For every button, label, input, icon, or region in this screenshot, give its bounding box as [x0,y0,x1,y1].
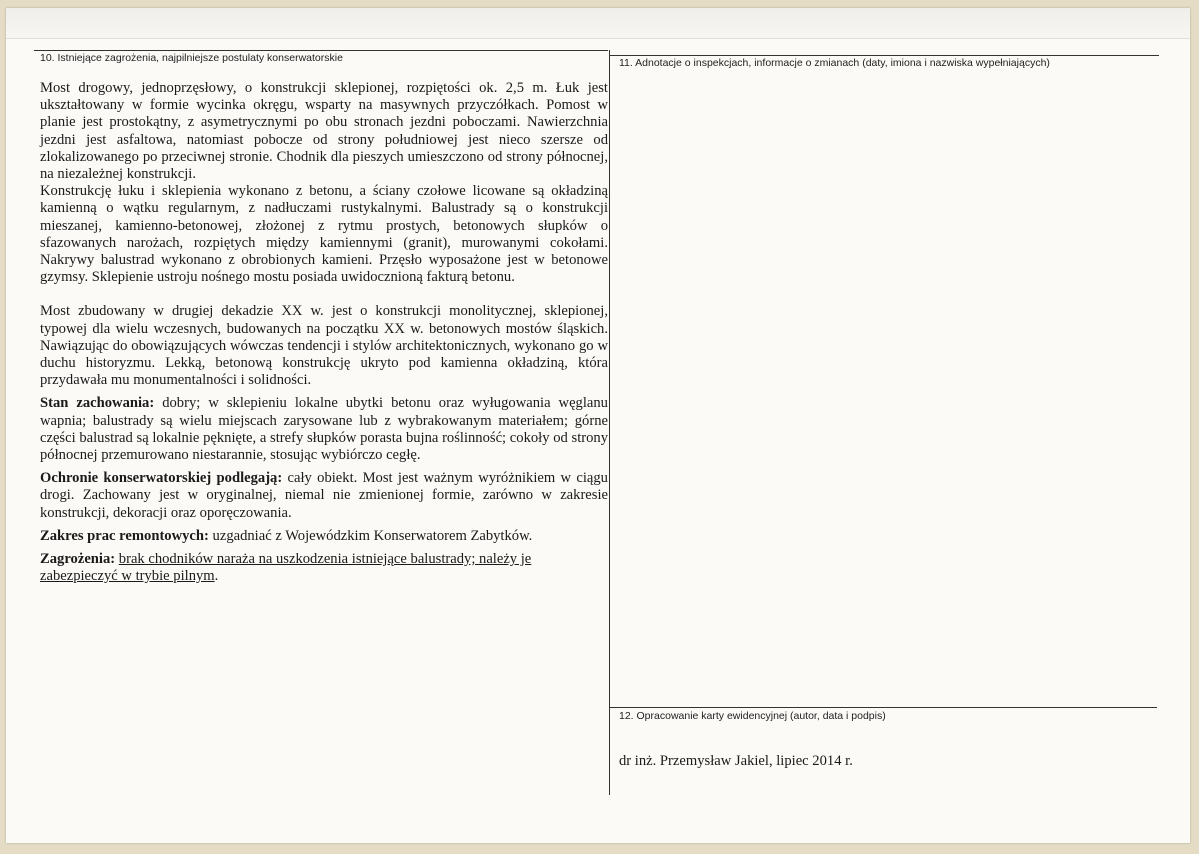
section-11-header: 11. Adnotacje o inspekcjach, informacje o zmianach (daty, imiona i nazwiska wypełniających) [619,57,1050,69]
paragraph-construction: Konstrukcję łuku i sklepienia wykonano z betonu, a ściany czołowe licowane są okładziną kamienną o wątku regularnym, z nadłuczami rustykalnymi. Balustrady są o konstrukcji mieszanej, kamienno-betonowej, złożonej z rytmu prostych, betonowych słupków o sfazowanych narożach, rozpiętych między kamiennymi (granit), murowanymi cokołami. Nakrywy balustrad wykonano z obrobionych kamieni. Przęsło wyposażone jest w betonowe gzymsy. Sklepienie ustroju nośnego mostu posiada uwidocznioną fakturą betonu. [40,183,608,286]
document-page [6,8,1190,843]
paragraph-history: Most zbudowany w drugiej dekadzie XX w. jest o konstrukcji monolitycznej, sklepionej, typowej dla wielu wczesnych, budowanych na początku XX w. betonowych mostów śląskich. Nawiązując do obowiązujących wówczas tendencji i stylów architektonicznych, wykonano go w duchu historyzmu. Lekką, betonową konstrukcję ukryto pod kamienna okładziną, która przydawała mu monumentalności i solidności. [40,303,608,389]
threats-label: Zagrożenia: [40,551,116,568]
section-11-top-rule [609,55,1159,56]
condition-text: dobry; w sklepieniu lokalne ubytki betonu oraz wyługowania węglanu wapnia; balustrady są wielu miejscach zarysowane lub z wybrakowanym materiałem; górne części balustrad są lokalnie pęknięte, a strefy słupków porasta bujna roślinność; cokoły od strony północnej przemurowano niestarannie, stosując wybiórczo cegłę. [40,395,608,464]
paragraph-threats [40,551,570,585]
section-12-top-rule [609,707,1157,708]
section-10-header: 10. Istniejące zagrożenia, najpilniejsze postulaty konserwatorskie [40,52,343,64]
paragraph-condition [40,395,608,464]
column-divider [609,50,610,795]
protection-text: cały obiekt. Most jest ważnym wyróżnikiem w ciągu drogi. Zachowany jest w oryginalnej, niemal nie zmienionej formie, zarówno w zakresie konstrukcji, dekoracji oraz oporęczowania. [40,470,608,521]
section-10-body [40,80,608,585]
author-signature-line: dr inż. Przemysław Jakiel, lipiec 2014 r. [619,753,853,769]
section-12-header: 12. Opracowanie karty ewidencyjnej (autor, data i podpis) [619,710,886,722]
protection-label: Ochronie konserwatorskiej podlegają: [40,470,283,487]
page-top-edge [6,8,1190,39]
condition-label: Stan zachowania: [40,395,155,412]
threats-end: . [214,568,219,585]
paragraph-description: Most drogowy, jednoprzęsłowy, o konstrukcji sklepionej, rozpiętości ok. 2,5 m. Łuk jest ukształtowany w formie wycinka okręgu, wsparty na masywnych przyczółkach. Pomost w planie jest prostokątny, z asymetrycznymi po obu stronach jezdni poboczami. Nawierzchnia jezdni jest asfaltowa, natomiast pobocze od strony południowej jest nieco szersze od zlokalizowanego po przeciwnej stronie. Chodnik dla pieszych umieszczono od strony północnej, na niezależnej konstrukcji. [40,80,608,183]
threats-text: brak chodników naraża na uszkodzenia istniejące balustrady; należy je zabezpieczyć w trybie pilnym [40,551,532,585]
paragraph-protection [40,470,608,522]
section-10-top-rule [34,50,608,51]
paragraph-repair-scope [40,528,608,545]
repair-scope-text: uzgadniać z Wojewódzkim Konserwatorem Zabytków. [208,527,533,544]
repair-scope-label: Zakres prac remontowych: [40,527,209,544]
